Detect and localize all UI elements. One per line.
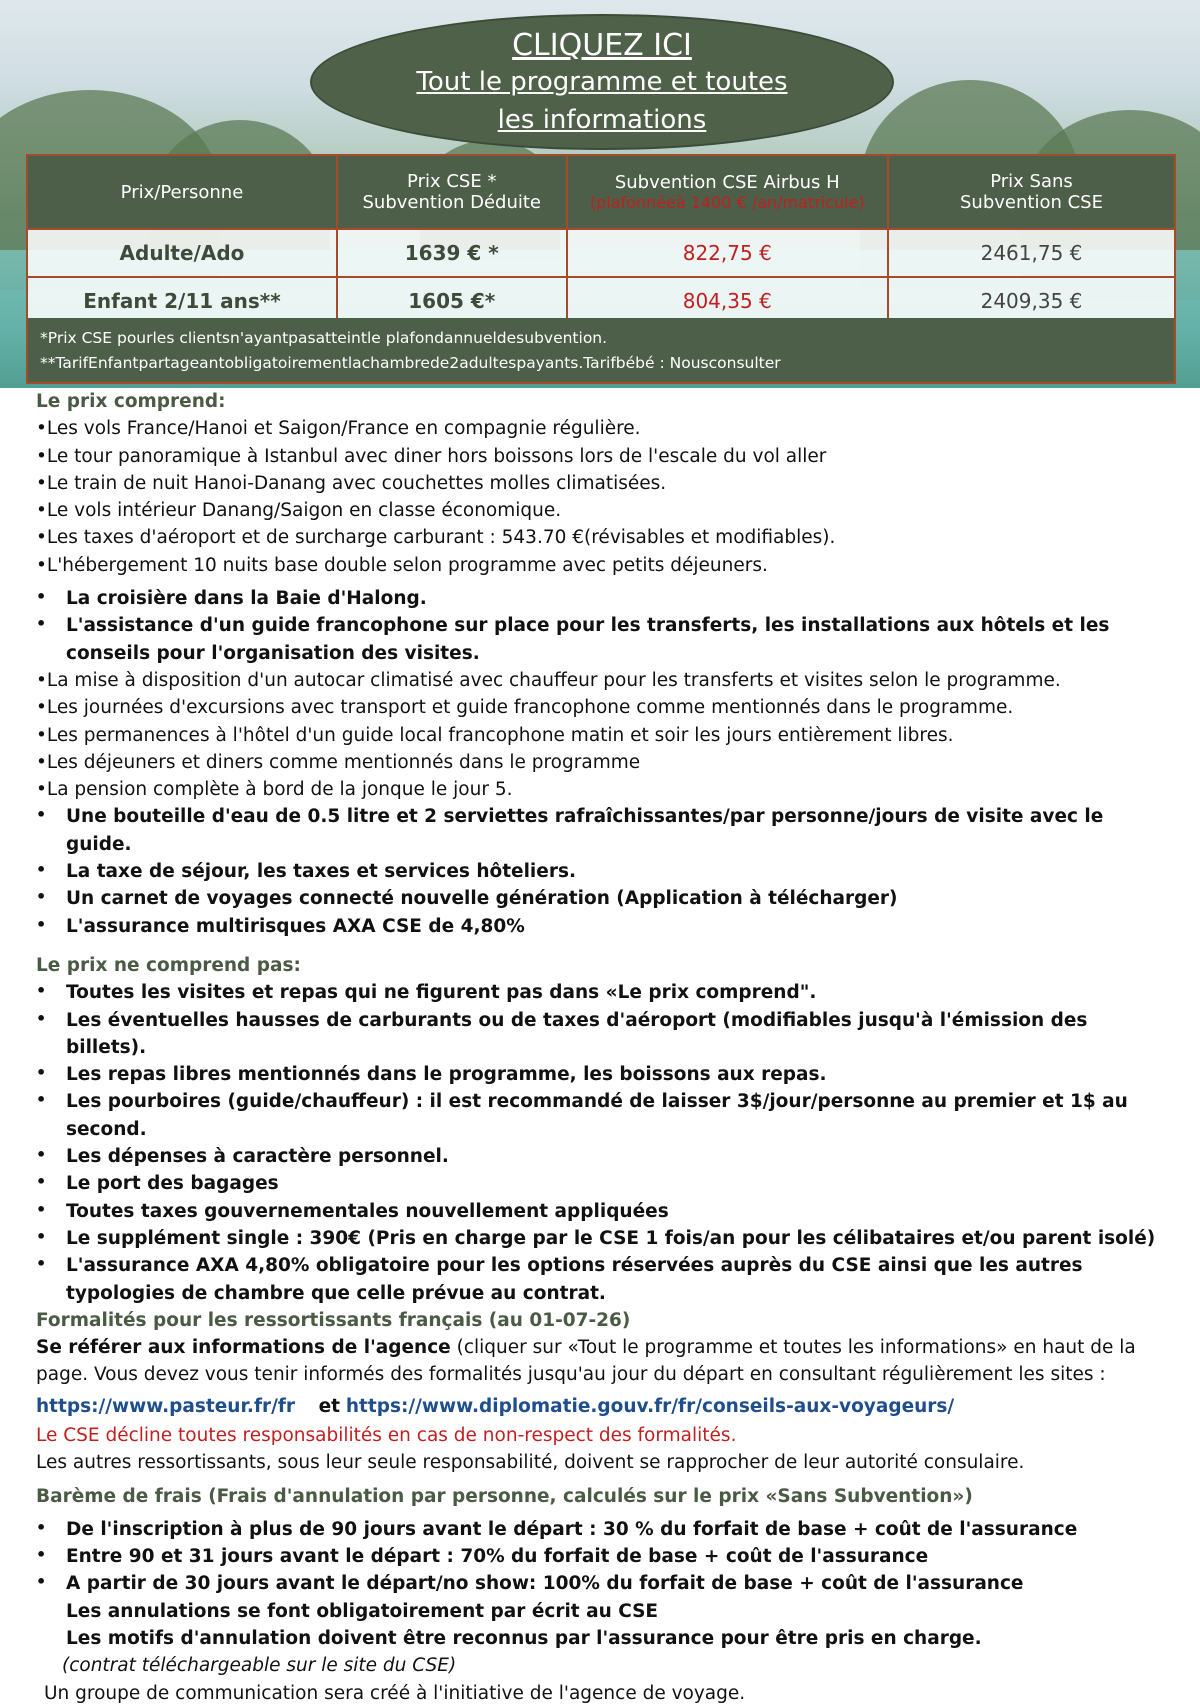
formalites-lead: Se référer aux informations de l'agence [36,1337,451,1359]
links-separator: et [318,1395,340,1417]
list-item: •Les journées d'excursions avec transport et guide francophone comme mentionnés dans le programme. [36,697,1014,719]
row-label: Enfant 2/11 ans** [27,277,337,325]
list-item: • Le port des bagages [36,1170,1166,1197]
price-note-1: *Prix CSE pourles clientsn'ayantpasatteintle plafondannueldesubvention. [40,329,608,347]
cta-line-3: les informations [497,105,707,135]
list-item: • Les repas libres mentionnés dans le programme, les boissons aux repas. [36,1061,1166,1088]
comprend-list-b [36,585,1166,667]
list-item: • L'assistance d'un guide francophone sur place pour les transferts, les installations aux hôtels et les conseils pour l'organisation des visites. [36,612,1166,667]
conditions-content [36,388,1166,1707]
list-item: •Le train de nuit Hanoi-Danang avec couchettes molles climatisées. [36,472,667,494]
comprend-list-a [36,415,1166,579]
cta-line-2: Tout le programme et toutes [416,67,788,97]
header-subvention-line1: Subvention CSE Airbus H [614,172,840,193]
bareme-motifs: Les motifs d'annulation doivent être reconnus par l'assurance pour être pris en charge. [66,1628,982,1650]
list-item: • Le supplément single : 390€ (Pris en charge par le CSE 1 fois/an pour les célibataires et/ou parent isolé) [36,1225,1166,1252]
price-table-header [27,155,1175,229]
comprend-list-d [36,803,1166,939]
list-item: •Les vols France/Hanoi et Saigon/France en compagnie régulière. [36,418,641,440]
list-item: • La croisière dans la Baie d'Halong. [36,585,1166,612]
list-item: • L'assurance multirisques AXA CSE de 4,80% [36,913,1166,940]
bareme-list [36,1516,1166,1598]
header-prix-sans-line2: Subvention CSE [960,192,1103,213]
row-label: Adulte/Ado [27,229,337,277]
communication-group-note: Un groupe de communication sera créé à l'initiative de l'agence de voyage. [44,1682,746,1704]
formalites-text: (cliquer sur «Tout le programme et toutes les informations» en haut de la page. Vous devez vous tenir informés des formalités jusqu'au jour du départ en consultant régulièrement les sites : [36,1337,1136,1386]
list-item: •Le vols intérieur Danang/Saigon en classe économique. [36,500,562,522]
list-item: • La taxe de séjour, les taxes et services hôteliers. [36,858,1166,885]
header-prix-cse-line2: Subvention Déduite [362,192,541,213]
list-item: • De l'inscription à plus de 90 jours avant le départ : 30 % du forfait de base + coût de l'assurance [36,1516,1166,1543]
ne-comprend-pas-list [36,979,1166,1307]
header-subvention [567,155,888,229]
formalites-autres: Les autres ressortissants, sous leur seule responsabilité, doivent se rapprocher de leur autorité consulaire. [36,1452,1025,1474]
price-table [26,154,1176,326]
bareme-contrat-note: (contrat téléchargeable sur le site du CSE) [62,1655,457,1677]
table-row [27,229,1175,277]
section-title-formalites: Formalités pour les ressortissants français (au 01-07-26) [36,1309,631,1331]
subvention-value: 822,75 € [567,229,888,277]
section-title-bareme: Barème de frais (Frais d'annulation par personne, calculés sur le prix «Sans Subvention») [36,1485,973,1507]
list-item: •Les permanences à l'hôtel d'un guide local francophone matin et soir les jours entièrement libres. [36,724,954,746]
list-item: •La pension complète à bord de la jonque le jour 5. [36,779,513,801]
list-item: • Les éventuelles hausses de carburants ou de taxes d'aéroport (modifiables jusqu'à l'émission des billets). [36,1007,1166,1062]
diplomatie-link[interactable]: https://www.diplomatie.gouv.fr/fr/conseils-aux-voyageurs/ [345,1395,955,1417]
list-item: • Entre 90 et 31 jours avant le départ : 70% du forfait de base + coût de l'assurance [36,1543,1166,1570]
prix-sans-value: 2409,35 € [888,277,1175,325]
list-item: • Les dépenses à caractère personnel. [36,1143,1166,1170]
formalites-warning: Le CSE décline toutes responsabilités en cas de non-respect des formalités. [36,1424,737,1446]
list-item: • Un carnet de voyages connecté nouvelle génération (Application à télécharger) [36,885,1166,912]
list-item: •L'hébergement 10 nuits base double selon programme avec petits déjeuners. [36,554,768,576]
section-title-ne-comprend-pas: Le prix ne comprend pas: [36,954,301,976]
list-item: • Les pourboires (guide/chauffeur) : il est recommandé de laisser 3$/jour/personne au premier et 1$ au second. [36,1088,1166,1143]
list-item: •Les déjeuners et diners comme mentionnés dans le programme [36,751,641,773]
list-item: •La mise à disposition d'un autocar climatisé avec chauffeur pour les transferts et visites selon le programme. [36,669,1061,691]
list-item: •Les taxes d'aéroport et de surcharge carburant : 543.70 €(révisables et modifiables). [36,527,836,549]
cta-title: CLIQUEZ ICI [512,28,692,63]
pasteur-link[interactable]: https://www.pasteur.fr/fr [36,1395,296,1417]
subvention-value: 804,35 € [567,277,888,325]
formalites-links [36,1393,1166,1420]
list-item: •Le tour panoramique à Istanbul avec diner hors boissons lors de l'escale du vol aller [36,445,827,467]
list-item: • A partir de 30 jours avant le départ/no show: 100% du forfait de base + coût de l'assurance [36,1570,1166,1597]
header-subvention-cap: (plafonnéeà 1400 € /an/matricule) [589,193,865,212]
prix-cse-value: 1639 € * [337,229,567,277]
header-prix-cse [337,155,567,229]
header-prix-personne: Prix/Personne [27,155,337,229]
section-title-comprend: Le prix comprend: [36,391,226,412]
list-item: • L'assurance AXA 4,80% obligatoire pour les options réservées auprès du CSE ainsi que les autres typologies de chambre que celle prévue au contrat. [36,1252,1166,1307]
price-note-2: **TarifEnfantpartageantobligatoirementlachambrede2adultespayants.Tarifbébé : Nousconsulter [40,354,781,372]
prix-sans-value: 2461,75 € [888,229,1175,277]
header-prix-sans [888,155,1175,229]
header-prix-sans-line1: Prix Sans [990,171,1073,192]
bareme-annulation-ecrit: Les annulations se font obligatoirement par écrit au CSE [66,1600,659,1622]
comprend-list-c [36,667,1166,803]
header-prix-cse-line1: Prix CSE * [407,171,497,192]
programme-link-button[interactable] [310,14,894,150]
price-notes [26,318,1176,384]
formalites-paragraph [36,1334,1166,1389]
list-item: • Toutes taxes gouvernementales nouvellement appliquées [36,1198,1166,1225]
list-item: • Toutes les visites et repas qui ne figurent pas dans «Le prix comprend". [36,979,1166,1006]
prix-cse-value: 1605 €* [337,277,567,325]
list-item: • Une bouteille d'eau de 0.5 litre et 2 serviettes rafraîchissantes/par personne/jours de visite avec le guide. [36,803,1166,858]
